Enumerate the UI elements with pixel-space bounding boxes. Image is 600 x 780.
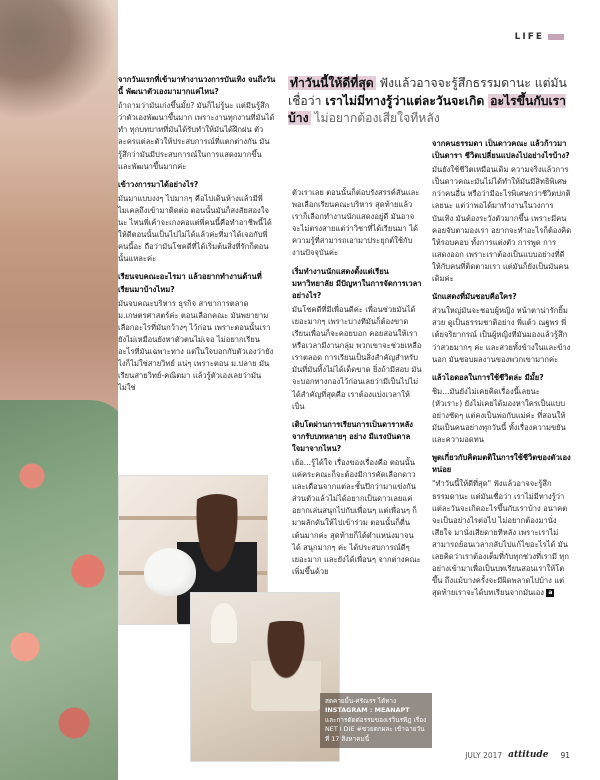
question-heading: จากวันแรกที่เข้ามาทำงานวงการบันเทิง จนถึงวันนี้ พัฒนาตัวเองมามากแค่ไหน? (118, 75, 276, 97)
question-heading: เติบโตผ่านการเรียนการเป็นดาราหลังจากรับบทหลายๆ อย่าง มีแรงบันดาลใจมาจากไหน? (292, 419, 413, 453)
pull-quote-highlight-2: อะไรขึ้นกับเราบ้าง (288, 93, 566, 125)
cover-photo-left (0, 0, 118, 780)
pull-quote-text-3: ไม่อยากต้องเสียใจทีหลัง (310, 111, 440, 125)
caption-line: สตคายมิ้น-ศรัณรร ได้ทาง (325, 697, 397, 705)
pull-quote (288, 75, 573, 128)
page-footer (465, 750, 570, 760)
answer-paragraph: เฮ้อ...รู้ได้ใจ เรื่องของเรื่องคือ ตอนนั้นแค่คระคณะก็จะต้องมีการคัดเลือกดาวและเดือนจากแต่ละชั้นปีกว่ามาแข่งกัน ส่วนตัวแล้วไม่ได้อยากเป็นดาวเลยแค่อยากเล่นสนุกไปกับเพื่อนๆ แต่เพื่อนๆ ก็มาผลักดันให้ไปเข้าร่วม ตอนนั้นก็ตื่นเต้นมากค่ะ สุดท้ายก็ได้ตำแหน่งมาจนได้ สนุกมากๆ ค่ะ ได้ประสบการณ์ดีๆ เยอะมาก และยังได้เพื่อนๆ จากต่างคณะเพิ่มขึ้นด้วย (292, 457, 421, 576)
photo-at-desk (190, 592, 340, 762)
caption-instagram: INSTAGRAM : MEANAPT (325, 706, 410, 715)
answer-paragraph: ถ้าถามว่ามันเก่งขึ้นมั้ย? มันก็ไม่รู้นะ แต่มีนรู้สึกว่าตัวเองพัฒนาขึ้นมาก เพราะงานทุกงานที่มันได้ทำ ทุกบทบาทที่มันได้รับทำให้มันได้ฝึกฝน ตัวละครแต่ละตัวให้ประสบการณ์ที่แตกต่างกัน มันรู้สึกว่ามันมีประสบการณ์ในการแสดงมากขึ้น และพัฒนาขึ้นมากค่ะ (118, 101, 275, 171)
photo-caption (320, 693, 432, 748)
question-heading: พูดเกี่ยวกับคิดมตติในการใช้ชีวิตของตัวเองหน่อย (432, 453, 571, 475)
pull-quote-text-1: ฟังแล้วอาจจะรู้สึกธรรมดานะ (375, 76, 535, 90)
answer-paragraph: มันจบคณะบริหาร ธุรกิจ สาขาการตลาด ม.เกษตรศาสตร์ค่ะ ตอนเลือกคณะ มันพยายามเลือกอะไรที่มันกว้างๆ ไว้ก่อน เพราะตอนนั้นเรายังไม่เหมือนยังหาตัวตนไม่เจอ ไม่อยากเรียนอะไรที่มันเฉพาะทาง แต่ในใจบอกกับตัวเองว่ายังไงก็ไม่ใช่สายวิทย์ แน่ๆ เพราะตอน ม.ปลาย มันเรียนสายวิทย์-คณิตมา แล้วรู้ตัวเองเลยว่ามันไม่ใช่ (118, 298, 274, 393)
page-number: 91 (560, 750, 570, 760)
answer-paragraph: มันยังใช้ชีวิตเหมือนเดิม ความจริงแล้วการเป็นดาวคณะมันไม่ได้ทำให้มันมีสิทธิพิเศษกว่าคนอื่น หรือว่ามีอะไรพิเศษกว่าชีวิตปกติเลยนะ แต่ว่าพอได้มาทำงานในวงการบันเทิง มันต้องระวังตัวมากขึ้น เพราะมีคนคอยจับตามองเรา อยากจะทำอะไรก็ต้องคิดให้รอบคอบ ทั้งการแต่งตัว การพูด การแสดงออก เพราะเราต้องเป็นแบบอย่างที่ดีให้กับคนที่ติดตามเรา แต่มันก็ยังเป็นมันคนเดิมค่ะ (432, 165, 572, 284)
article-column-3 (432, 138, 572, 605)
photo-person (251, 621, 321, 711)
answer-paragraph (432, 478, 572, 599)
question-heading: เข้าวงการมาได้อย่างไร? (118, 179, 199, 189)
section-bar-icon (548, 34, 564, 40)
answer-paragraph: ชิม...มันยังไม่เคยคิดเรื่องนี้เลยนะ (หัวเราะ) ยังไม่เคยได้มองหาใครเป็นแบบอย่างชัดๆ แต่คงเป็นพ่อกับแม่ค่ะ ที่สอนให้มันเป็นคนอย่างทุกวันนี้ ทั้งเรื่องความขยันและความอดทน (432, 386, 566, 445)
question-heading: เรียนจบคณะอะไรมา แล้วอยากทำงานด้านที่เรียนมาบ้างไหม? (118, 272, 262, 294)
photo-floral-dress (0, 400, 118, 780)
answer-paragraph: มันโชคดีที่มีเพื่อนดีค่ะ เพื่อนช่วยมันได้เยอะมากๆ เพราะบางทีมันก็ต้องขาดเรียนเพื่อนก็จะคอยบอก คอยสอนให้เรา หรือเวลามีงานกลุ่ม พวกเขาจะช่วยเหลือเราตลอด การเรียนเป็นสิ่งสำคัญสำหรับมันที่มันทิ้งไม่ได้เด็ดขาด ยิ่งถ้ามีสอบ มันจะบอกทางกองไว้ก่อนเลยว่ามีเป็นไปไม่ได้สำคัญที่สุดคือ เราต้องแบ่งเวลาให้เป็น (292, 304, 422, 411)
section-label: LIFE (514, 32, 544, 42)
answer-paragraph: ตัวเราเลย ตอนนั้นก็ต่อบรังสรรค์สันและพอเลือกเรียนคณะบริหาร สุดท้ายแล้วเราก็เลือกทำงานนักแสดงอยู่ดี มันอาจจะไม่ตรงสายแต่ว่าวิชาที่ได้เรียนมา ได้ความรู้ที่สามารถเอามาประยุกต์ใช้กับงานปัจจุบันค่ะ (292, 188, 420, 258)
article-column-2 (292, 187, 422, 584)
pull-quote-bold-1: เราไม่มีทางรู้ว่าแต่ละวันจะเกิด (325, 93, 485, 108)
pull-quote-highlight: ทำวันนี้ให้ดีที่สุด (290, 76, 374, 90)
magazine-brand: attitude (508, 750, 549, 760)
article-column-1 (118, 74, 276, 400)
answer-text: "ทำวันนี้ให้ดีที่สุด" ฟังแล้วอาจจะรู้สึกธรรมดานะ แต่มันเชื่อว่า เราไม่มีทางรู้ว่าแต่ละวันจะเกิดอะไรขึ้นกับเราบ้าง อนาคตจะเป็นอย่างไรต่อไป ไม่อยากต้องมานั่งเสียใจ มานั่งเสียดายทีหลัง เพราะเราไม่สามารถย้อนเวลากลับไปแก้ไขอะไรได้ มันเลยคิดว่าเราต้องเต็มที่กับทุกช่วงที่เรามี ทุกอย่างเข้ามาเพื่อเป็นบทเรียนสอนเราให้โตขึ้น ถึงแม้บางครั้งจะมีผิดพลาดไปบ้าง แต่สุดท้ายเราจะได้บทเรียนจากมันเอง (432, 479, 570, 598)
photo-lamp (211, 603, 237, 643)
answer-paragraph: มันมาแบบงงๆ ไปมากๆ คือไปเดินห้างแล้วมีพี่ไมเคลถึงเข้ามาติดต่อ ตอนนั้นมันก็สงสัยสองใจนะ ไหนพี่เค้าจะเกงคอแต่พี่คนนี้คือทำอาชีพนี้ได้ให้ดีตอนนั้นเป็นไปไม่ได้แล้วค่ะที่มาได้เจอกับพี่คนนี้อะ ถือว่ามันโชคดีที่ได้เริ่มต้นสิ่งที่รักก็ตอนนั้นแหละค่ะ (118, 193, 272, 264)
section-header (515, 32, 564, 42)
pull-quote-text-2: แต่มันเชื่อว่า (288, 76, 567, 108)
caption-line: และการตัดต่อรรมของเรวินรพีฎ เรื่อง NET I DIE #ซวยตกผละ เข้าฉายวันที่ 17 สิงหาคมนี้ (325, 715, 427, 743)
question-heading: นักแสดงที่มันชอบคือใคร? (432, 292, 517, 302)
question-heading: เริ่มทำงานนักแสดงตั้งแต่เรียนมหาวิทยาลัย มีปัญหาในการจัดการเวลาอย่างไร? (292, 266, 422, 300)
issue-date: JULY 2017 (465, 750, 503, 760)
photo-hair-region (0, 0, 118, 120)
question-heading: แล้วไอดอลในการใช้ชีวิตล่ะ มีมั้ย? (432, 372, 544, 382)
answer-paragraph: ส่วนใหญ่มันจะชอบผู้หญิง หน้าตาน่ารักยิ้มสวย ดูเป็นธรรมชาติอย่าง พี่แต้ว ณฐพร พี่เต้ยจริยากรณ์ เป็นผู้หญิงที่มันมองแล้วรู้สึกว่าสวยมากๆ ค่ะ และสวยทั้งข้างในและข้างนอก มันชอบผลงานของพวกเขามากค่ะ (432, 306, 571, 364)
question-heading: จากคนธรรมดา เป็นดาวคณะ แล้วก้าวมาเป็นดารา ชีวิตเปลี่ยนแปลงไปอย่างไรบ้าง? (432, 139, 570, 161)
end-mark-icon: a (548, 589, 553, 597)
photo-cat-figure (144, 548, 196, 596)
